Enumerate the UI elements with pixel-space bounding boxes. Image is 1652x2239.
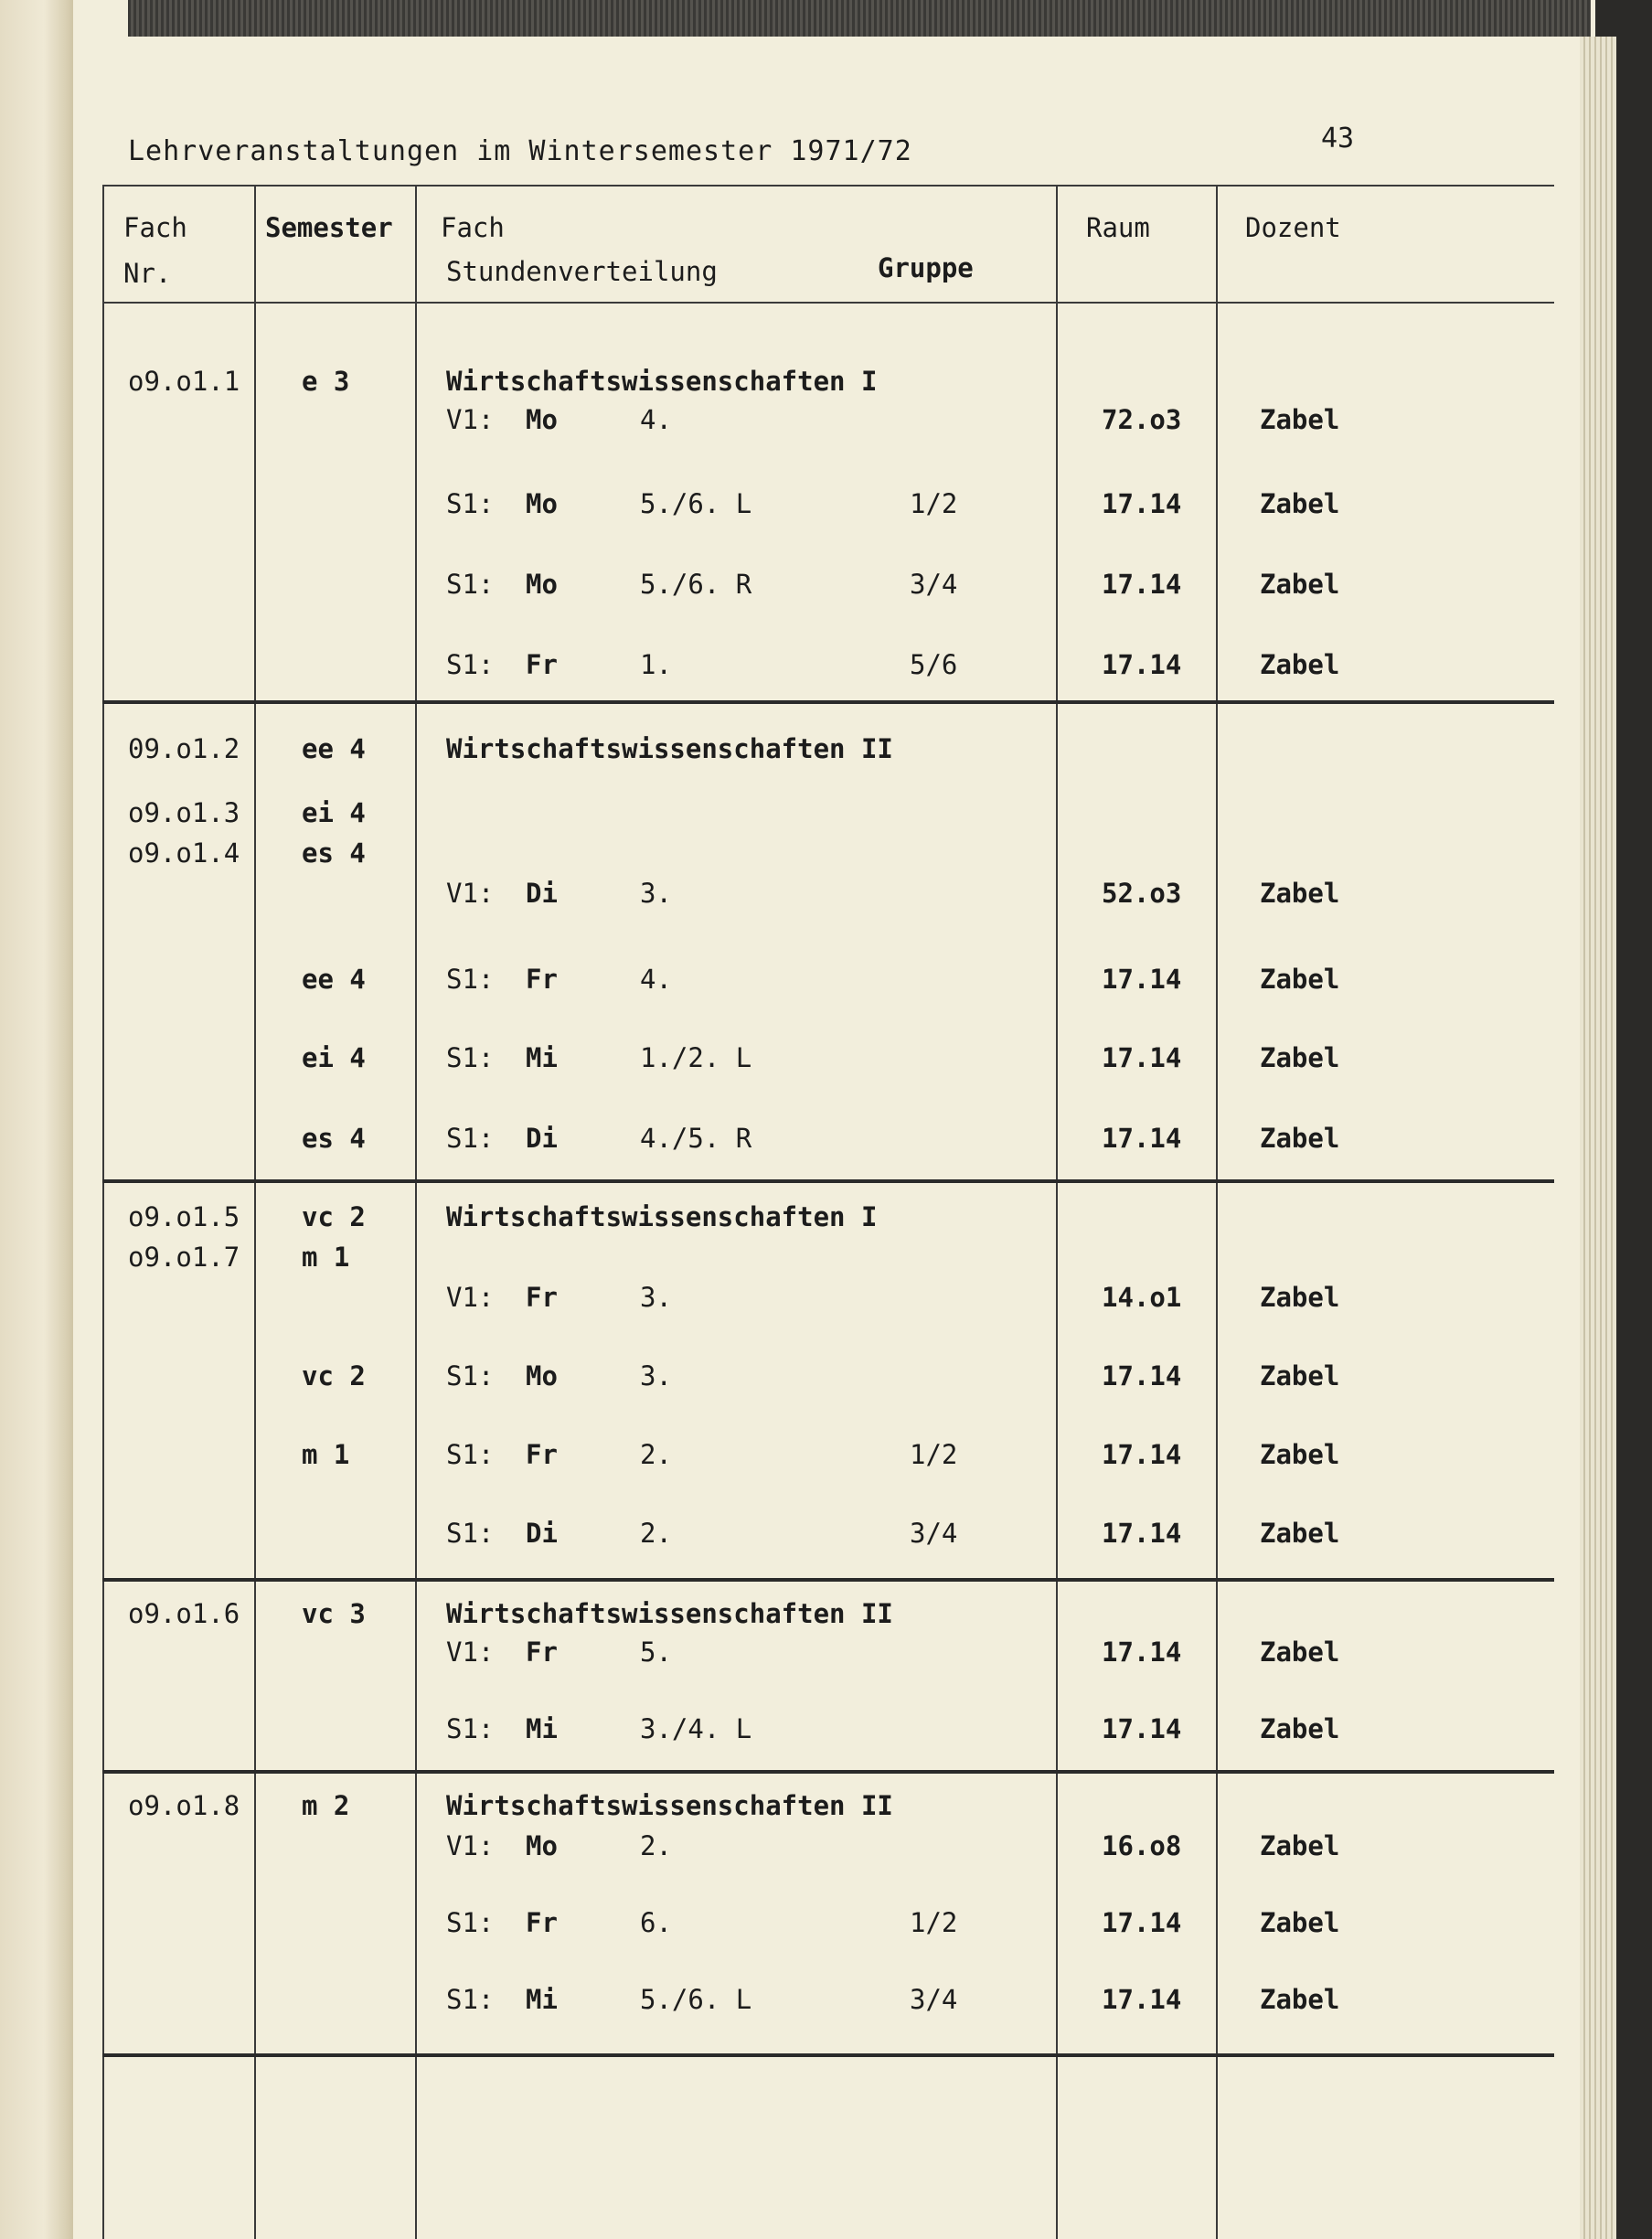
session-lecturer: Zabel (1260, 1123, 1340, 1154)
column-header-raum: Raum (1086, 212, 1150, 243)
session-group: 3/4 (910, 1518, 958, 1549)
column-header-semester: Semester (265, 212, 393, 243)
session-room: 52.o3 (1102, 878, 1182, 909)
course-title: Wirtschaftswissenschaften II (446, 1598, 893, 1629)
session-room: 17.14 (1102, 1984, 1182, 2015)
column-divider (415, 185, 417, 2239)
session-lecturer: Zabel (1260, 1518, 1340, 1549)
session-type: S1: (446, 1984, 495, 2015)
session-hour: 5./6. R (640, 569, 752, 600)
session-day: Fr (526, 1282, 558, 1313)
column-divider (1216, 185, 1218, 2239)
course-number: o9.o1.5 (128, 1201, 240, 1232)
row-semester-code: ee 4 (302, 964, 366, 995)
session-group: 3/4 (910, 1984, 958, 2015)
session-day: Di (526, 878, 558, 909)
session-type: S1: (446, 649, 495, 680)
session-lecturer: Zabel (1260, 1830, 1340, 1861)
session-type: S1: (446, 1042, 495, 1073)
session-lecturer: Zabel (1260, 964, 1340, 995)
session-hour: 5. (640, 1637, 672, 1668)
session-lecturer: Zabel (1260, 569, 1340, 600)
session-lecturer: Zabel (1260, 1907, 1340, 1938)
session-group: 3/4 (910, 569, 958, 600)
session-hour: 3. (640, 1282, 672, 1313)
table-rule (102, 1770, 1554, 1774)
session-day: Mi (526, 1713, 558, 1744)
session-room: 17.14 (1102, 1713, 1182, 1744)
column-divider (254, 185, 256, 2239)
session-hour: 3. (640, 878, 672, 909)
session-hour: 4. (640, 404, 672, 435)
session-hour: 1. (640, 649, 672, 680)
column-header-nr: Nr. (123, 258, 172, 289)
session-hour: 4. (640, 964, 672, 995)
session-room: 17.14 (1102, 1360, 1182, 1391)
column-header-fach: Fach (441, 212, 505, 243)
session-type: S1: (446, 569, 495, 600)
session-type: V1: (446, 1637, 495, 1668)
course-number: 09.o1.2 (128, 733, 240, 764)
course-number: o9.o1.7 (128, 1242, 240, 1273)
session-hour: 2. (640, 1830, 672, 1861)
semester-code: ei 4 (302, 797, 366, 828)
table-rule (102, 1179, 1554, 1183)
session-day: Mo (526, 1830, 558, 1861)
session-lecturer: Zabel (1260, 878, 1340, 909)
session-hour: 3./4. L (640, 1713, 752, 1744)
session-room: 17.14 (1102, 1439, 1182, 1470)
session-lecturer: Zabel (1260, 1282, 1340, 1313)
session-day: Mo (526, 488, 558, 519)
session-lecturer: Zabel (1260, 488, 1340, 519)
semester-code: m 1 (302, 1242, 350, 1273)
session-type: V1: (446, 404, 495, 435)
session-hour: 2. (640, 1439, 672, 1470)
semester-code: m 2 (302, 1790, 350, 1821)
session-group: 1/2 (910, 1439, 958, 1470)
session-type: S1: (446, 1907, 495, 1938)
session-hour: 5./6. L (640, 488, 752, 519)
column-header-stundenverteilung: Stundenverteilung (446, 256, 718, 287)
session-type: S1: (446, 1123, 495, 1154)
semester-code: ee 4 (302, 733, 366, 764)
session-day: Fr (526, 964, 558, 995)
semester-code: vc 3 (302, 1598, 366, 1629)
session-room: 72.o3 (1102, 404, 1182, 435)
session-type: S1: (446, 1518, 495, 1549)
session-group: 1/2 (910, 1907, 958, 1938)
session-hour: 1./2. L (640, 1042, 752, 1073)
session-room: 17.14 (1102, 964, 1182, 995)
session-hour: 3. (640, 1360, 672, 1391)
course-title: Wirtschaftswissenschaften II (446, 1790, 893, 1821)
session-lecturer: Zabel (1260, 1360, 1340, 1391)
page-edges (1580, 37, 1616, 2239)
session-hour: 2. (640, 1518, 672, 1549)
book-cover-edge (128, 0, 1591, 37)
session-room: 17.14 (1102, 1637, 1182, 1668)
session-day: Di (526, 1123, 558, 1154)
session-type: S1: (446, 1439, 495, 1470)
column-header-fach-nr: Fach (123, 212, 187, 243)
session-group: 5/6 (910, 649, 958, 680)
session-lecturer: Zabel (1260, 404, 1340, 435)
session-type: V1: (446, 1830, 495, 1861)
course-title: Wirtschaftswissenschaften I (446, 1201, 878, 1232)
column-header-gruppe: Gruppe (878, 252, 974, 283)
session-room: 17.14 (1102, 1123, 1182, 1154)
course-number: o9.o1.3 (128, 797, 240, 828)
semester-code: es 4 (302, 837, 366, 869)
session-day: Mo (526, 1360, 558, 1391)
page-header-title: Lehrveranstaltungen im Wintersemester 1971/72 (128, 135, 912, 167)
session-room: 17.14 (1102, 649, 1182, 680)
session-room: 17.14 (1102, 569, 1182, 600)
semester-code: vc 2 (302, 1201, 366, 1232)
session-day: Fr (526, 649, 558, 680)
session-room: 17.14 (1102, 1907, 1182, 1938)
session-lecturer: Zabel (1260, 1713, 1340, 1744)
session-type: S1: (446, 1360, 495, 1391)
row-semester-code: ei 4 (302, 1042, 366, 1073)
table-rule (102, 700, 1554, 704)
session-day: Mo (526, 404, 558, 435)
row-semester-code: m 1 (302, 1439, 350, 1470)
book-binding (0, 0, 73, 2239)
table-rule (102, 302, 1554, 304)
course-title: Wirtschaftswissenschaften II (446, 733, 893, 764)
row-semester-code: vc 2 (302, 1360, 366, 1391)
session-type: S1: (446, 488, 495, 519)
session-lecturer: Zabel (1260, 1439, 1340, 1470)
session-type: V1: (446, 878, 495, 909)
semester-code: e 3 (302, 366, 350, 397)
session-room: 17.14 (1102, 1042, 1182, 1073)
session-day: Mo (526, 569, 558, 600)
row-semester-code: es 4 (302, 1123, 366, 1154)
course-number: o9.o1.8 (128, 1790, 240, 1821)
session-hour: 4./5. R (640, 1123, 752, 1154)
session-day: Mi (526, 1042, 558, 1073)
session-day: Fr (526, 1637, 558, 1668)
session-lecturer: Zabel (1260, 1042, 1340, 1073)
session-group: 1/2 (910, 488, 958, 519)
column-divider (1056, 185, 1058, 2239)
course-title: Wirtschaftswissenschaften I (446, 366, 878, 397)
session-lecturer: Zabel (1260, 1984, 1340, 2015)
session-type: S1: (446, 1713, 495, 1744)
table-rule (102, 1578, 1554, 1582)
course-number: o9.o1.6 (128, 1598, 240, 1629)
session-room: 16.o8 (1102, 1830, 1182, 1861)
session-type: S1: (446, 964, 495, 995)
table-rule (102, 2053, 1554, 2057)
session-day: Fr (526, 1439, 558, 1470)
session-room: 17.14 (1102, 488, 1182, 519)
course-number: o9.o1.1 (128, 366, 240, 397)
column-divider (102, 185, 104, 2239)
page-number: 43 (1321, 123, 1355, 155)
session-room: 17.14 (1102, 1518, 1182, 1549)
session-lecturer: Zabel (1260, 649, 1340, 680)
session-type: V1: (446, 1282, 495, 1313)
session-lecturer: Zabel (1260, 1637, 1340, 1668)
session-hour: 5./6. L (640, 1984, 752, 2015)
session-room: 14.o1 (1102, 1282, 1182, 1313)
session-day: Fr (526, 1907, 558, 1938)
session-day: Mi (526, 1984, 558, 2015)
session-hour: 6. (640, 1907, 672, 1938)
session-day: Di (526, 1518, 558, 1549)
table-rule (102, 185, 1554, 187)
column-header-dozent: Dozent (1245, 212, 1341, 243)
course-number: o9.o1.4 (128, 837, 240, 869)
